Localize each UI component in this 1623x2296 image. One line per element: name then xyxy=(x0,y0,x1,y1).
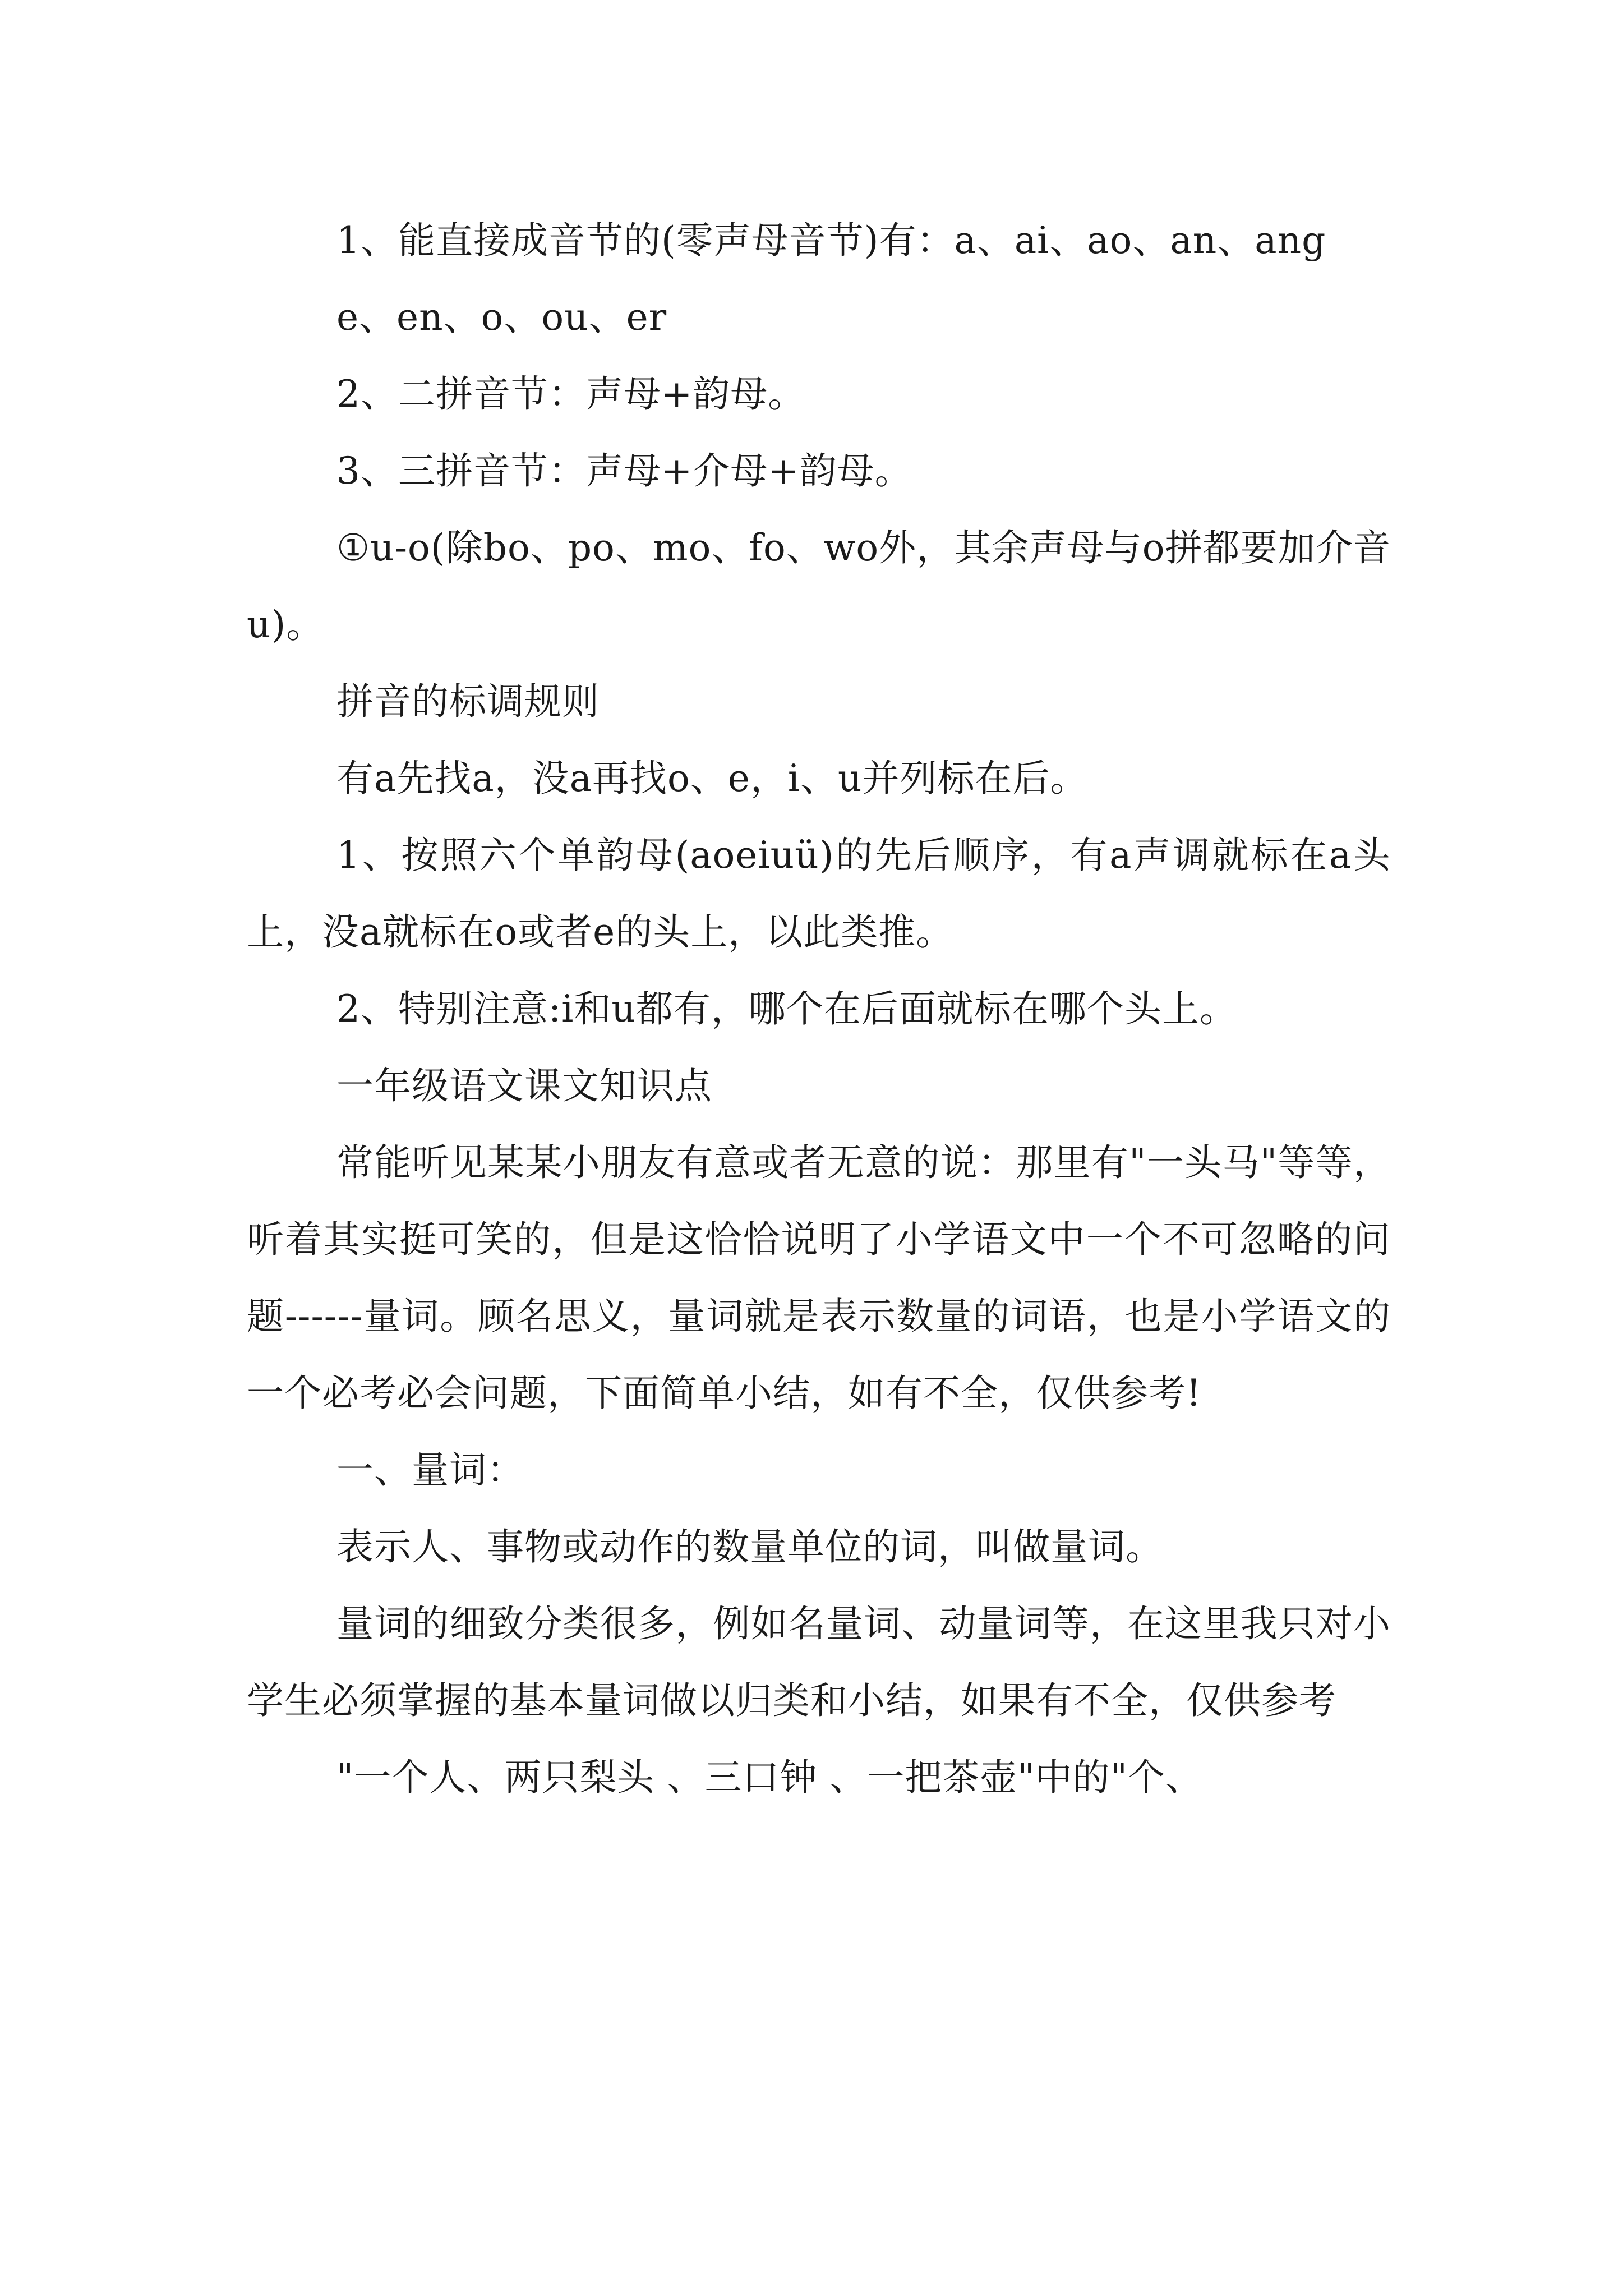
heading-measure-words: 一、量词： xyxy=(336,1448,524,1492)
paragraph-zero-initial-continued: e、en、o、ou、er xyxy=(336,296,667,339)
paragraph-measure-word-intro: 常能听见某某小朋友有意或者无意的说：那里有"一头马"等等，听着其实挺可笑的，但是这恰恰说明了小学语文中一个不可忽略的问题------量词。顾名思义，量词就是表示数量的词语，也是小学语文的一个必考必会问题，下面简单小结，如有不全，仅供参考! xyxy=(247,1141,1391,1415)
paragraph-two-part-syllable: 2、二拼音节：声母+韵母。 xyxy=(336,372,806,416)
heading-tone-marking-rules: 拼音的标调规则 xyxy=(336,680,600,723)
paragraph-measure-word-classification: 量词的细致分类很多，例如名量词、动量词等，在这里我只对小学生必须掌握的基本量词做以归类和小结，如果有不全，仅供参考 xyxy=(247,1602,1391,1722)
heading-grade1-knowledge: 一年级语文课文知识点 xyxy=(336,1064,712,1107)
paragraph-i-u-special-note: 2、特别注意:i和u都有，哪个在后面就标在哪个头上。 xyxy=(336,987,1237,1030)
paragraph-u-o-rule: ①u-o(除bo、po、mo、fo、wo外，其余声母与o拼都要加介音u)。 xyxy=(247,526,1391,646)
paragraph-zero-initial-syllables: 1、能直接成音节的(零声母音节)有：a、ai、ao、an、ang xyxy=(336,219,1326,262)
paragraph-measure-word-definition: 表示人、事物或动作的数量单位的词，叫做量词。 xyxy=(336,1525,1163,1568)
document-body xyxy=(247,202,1391,1816)
paragraph-three-part-syllable: 3、三拼音节：声母+介母+韵母。 xyxy=(336,449,912,493)
paragraph-tone-order-rule: 1、按照六个单韵母(aoeiuü)的先后顺序，有a声调就标在a头上，没a就标在o或者e的头上，以此类推。 xyxy=(247,834,1391,954)
paragraph-measure-word-examples: "一个人、两只梨头 、三口钟 、一把茶壶"中的"个、 xyxy=(336,1756,1204,1799)
paragraph-tone-mnemonic: 有a先找a，没a再找o、e，i、u并列标在后。 xyxy=(336,757,1088,800)
